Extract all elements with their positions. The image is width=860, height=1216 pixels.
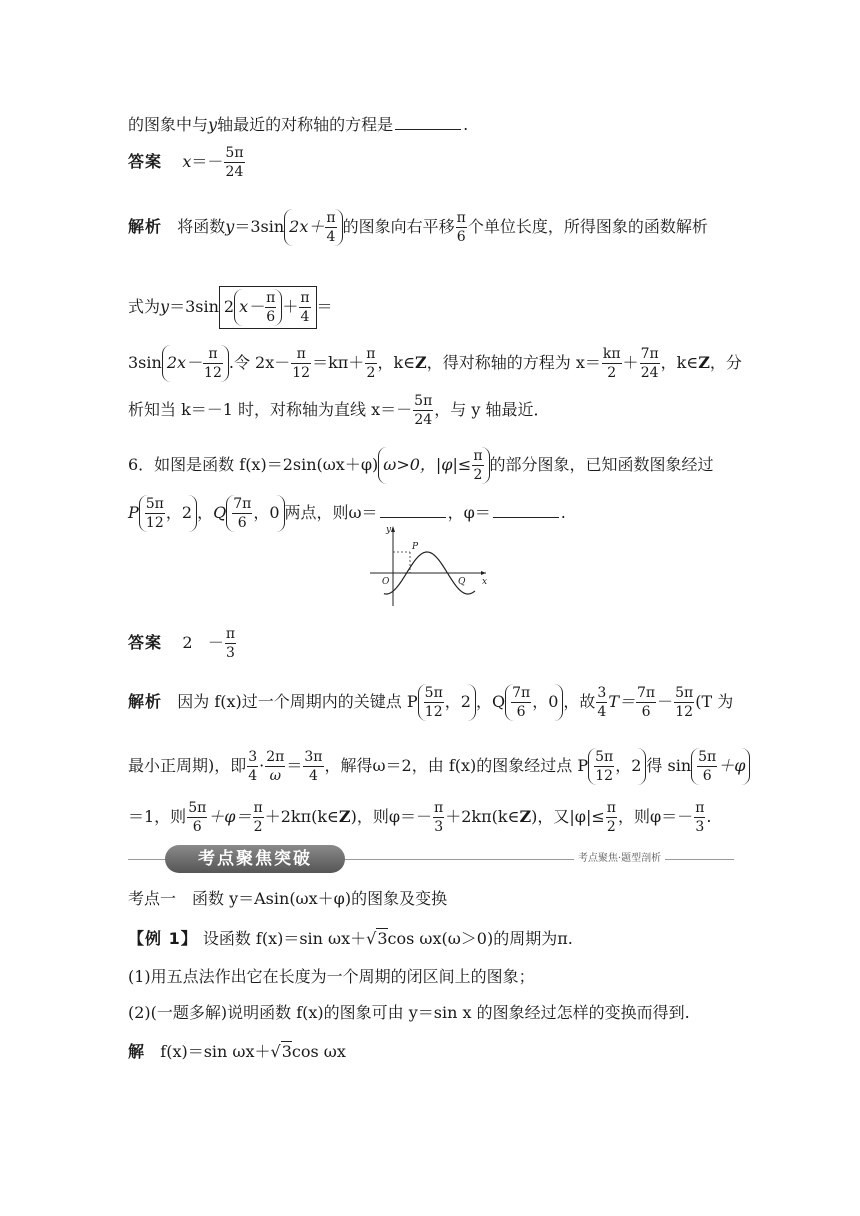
paren-group (418, 684, 476, 721)
text: ＝ (286, 756, 303, 775)
analysis-2-line-2 (128, 748, 746, 785)
text: ，0 (532, 692, 559, 711)
text: ，k∈ (377, 353, 416, 372)
denominator: 2 (253, 819, 263, 835)
text: ＋φ (718, 756, 746, 775)
text: ＋φ＝ (208, 807, 252, 826)
text: ＝3sin (169, 297, 219, 316)
fraction (640, 347, 660, 380)
text: 的图象向右平移 (342, 217, 455, 236)
bracket-group (219, 286, 317, 329)
text: T＝ (608, 692, 635, 711)
numerator: π (266, 290, 276, 306)
numerator: 7π (233, 496, 252, 512)
text: · (259, 756, 265, 775)
fraction (291, 347, 311, 380)
text: 2x＋ (289, 217, 325, 236)
analysis-2-line-3 (128, 801, 734, 834)
text: 轴最近的对称轴的方程是 (217, 115, 394, 134)
text: 的图象中与 (128, 115, 209, 134)
paren-group (284, 209, 342, 246)
denominator: 3 (434, 819, 444, 835)
text: )，又|φ|≤ (531, 807, 605, 826)
text: cos ωx (291, 1042, 346, 1061)
fraction (472, 449, 483, 482)
text: ，k∈ (660, 353, 699, 372)
text: 的部分图象，已知函数图象经过 (489, 455, 714, 474)
text: . (463, 115, 469, 134)
question-6-line-1 (128, 447, 734, 484)
numerator: 5π (595, 749, 614, 765)
denominator: 6 (192, 819, 202, 835)
text: (T 为 (695, 692, 734, 711)
text: ，Q (475, 692, 506, 711)
denominator: 3 (225, 645, 235, 661)
numerator: 5π (145, 496, 164, 512)
text: cos ωx(ω＞0)的周期为π. (387, 929, 573, 948)
numerator: π (225, 626, 236, 642)
text: ， (197, 503, 214, 522)
denominator: 12 (595, 768, 614, 784)
section-banner-subtitle: 考点聚焦·题型剖析 (574, 852, 665, 866)
text: )，则φ＝－ (350, 807, 433, 826)
numerator: 7π (640, 346, 659, 362)
numerator: π (456, 210, 466, 226)
fraction (602, 347, 622, 380)
paren-group (234, 289, 282, 326)
y-axis-label: y (386, 525, 392, 535)
text: ＋ (282, 297, 299, 316)
fraction (303, 750, 323, 783)
text: 6．如图是函数 f(x)＝2sin(ωx＋φ) (128, 455, 379, 474)
fraction (225, 627, 236, 660)
fraction (433, 801, 444, 834)
analysis-label: 解析 (128, 217, 163, 236)
numerator: π (473, 448, 483, 464)
numerator: π (606, 800, 616, 816)
text: ＝3sin (234, 217, 285, 236)
text: 2x－ (166, 353, 203, 372)
text: ，与 y 轴最近． (434, 400, 550, 419)
text: 两点，则ω＝ (284, 503, 378, 522)
section-banner: 考点聚焦突破 (165, 845, 345, 873)
text: Z (698, 353, 710, 372)
x-axis-label: x (482, 577, 488, 587)
text: ，解得ω＝2，由 f(x)的图象经过点 P (324, 756, 589, 775)
fraction (594, 750, 614, 783)
var: y (160, 297, 170, 316)
numerator: 2π (266, 749, 285, 765)
paren-group (588, 748, 646, 785)
text: ＝－ (191, 152, 224, 171)
numerator: 3π (304, 749, 323, 765)
numerator: 7π (637, 685, 656, 701)
text: f(x)＝sin ωx＋ (160, 1042, 271, 1061)
text: ＝ (316, 297, 333, 316)
analysis-1-line-2 (128, 286, 734, 329)
fraction (424, 686, 444, 719)
fraction (325, 211, 336, 244)
text: 式为 (128, 297, 161, 316)
denominator: 2 (366, 365, 376, 381)
var: P (128, 503, 139, 522)
numerator: 5π (698, 749, 717, 765)
text: √ (366, 929, 377, 948)
text: 得 sin (646, 756, 692, 775)
text: .令 2x－ (228, 353, 291, 372)
var: x (182, 152, 192, 171)
var: y (208, 115, 218, 134)
text: ＝kπ＋ (312, 353, 365, 372)
fraction (456, 211, 467, 244)
denominator: 3 (695, 819, 705, 835)
denominator: 6 (456, 229, 466, 245)
line-question-tail (128, 114, 734, 136)
fraction (299, 291, 310, 324)
y-axis-arrow (391, 526, 395, 532)
fraction (232, 497, 252, 530)
paren-group (505, 684, 563, 721)
solution-label: 解 (128, 1042, 146, 1061)
fraction (224, 146, 244, 179)
text: . (706, 807, 712, 826)
origin-label: O (382, 577, 390, 587)
point-p-label: P (412, 542, 419, 552)
fraction (253, 801, 264, 834)
numerator: π (253, 800, 263, 816)
text: ω>0，|φ|≤ (383, 455, 472, 474)
denominator: 6 (702, 768, 712, 784)
fraction (511, 686, 531, 719)
text: 3sin (128, 353, 162, 372)
paren-group (139, 495, 197, 532)
numerator: π (300, 290, 310, 306)
numerator: kπ (602, 346, 621, 362)
analysis-1-line-4 (128, 394, 734, 427)
fraction (203, 347, 223, 380)
numerator: 5π (225, 145, 244, 161)
answer-2 (128, 627, 734, 660)
text: ，则φ＝－ (617, 807, 694, 826)
text: ＋ (622, 353, 639, 372)
denominator: 12 (424, 704, 443, 720)
answer-blank (395, 115, 461, 130)
numerator: 3 (248, 749, 258, 765)
text: ，φ＝ (447, 503, 491, 522)
fraction (596, 686, 607, 719)
denominator: 2 (473, 467, 483, 483)
example-1 (128, 928, 734, 950)
text: ，得对称轴的方程为 x＝ (426, 353, 601, 372)
denominator: 24 (414, 412, 433, 428)
denominator: 2 (607, 365, 617, 381)
numerator: 5π (188, 800, 207, 816)
text: 最小正周期)，即 (128, 756, 247, 775)
fraction (636, 686, 656, 719)
analysis-1-line-3 (128, 345, 742, 382)
answer-label: 答案 (128, 633, 163, 652)
analysis-2-line-1 (128, 684, 734, 721)
denominator: 6 (266, 309, 276, 325)
text: . (560, 503, 566, 522)
numerator: π (366, 346, 376, 362)
numerator: π (203, 347, 223, 364)
text: ＋2kπ(k∈ (264, 807, 339, 826)
denominator: 12 (145, 515, 164, 531)
paren-group (378, 447, 489, 484)
text: Z (415, 353, 427, 372)
denominator: 6 (516, 704, 526, 720)
text: 3 (281, 1042, 292, 1061)
text: 设函数 f(x)＝sin ωx＋ (202, 929, 367, 948)
fraction (413, 394, 433, 427)
fraction (365, 347, 376, 380)
fraction (694, 801, 705, 834)
omega-blank (380, 503, 446, 518)
fraction (697, 750, 717, 783)
text: Z (338, 807, 351, 826)
answer-label: 答案 (128, 152, 163, 171)
numerator: π (326, 210, 336, 226)
denominator: 6 (237, 515, 247, 531)
text: － (657, 692, 674, 711)
denominator: ω (269, 768, 282, 784)
text: ，2 (615, 756, 642, 775)
denominator: 4 (597, 704, 607, 720)
numerator: π (291, 347, 311, 364)
example-label: 【例 1】 (128, 929, 198, 948)
denominator: 4 (248, 768, 258, 784)
denominator: 4 (300, 309, 310, 325)
point-q-label: Q (458, 577, 466, 587)
text: 3 (377, 929, 388, 948)
paren-group (162, 345, 229, 382)
text: 个单位长度，所得图象的函数解析 (467, 217, 708, 236)
text: ，2 (165, 503, 193, 522)
denominator: 12 (292, 365, 311, 381)
fraction (145, 497, 165, 530)
text: ，0 (253, 503, 280, 522)
numerator: 5π (675, 685, 694, 701)
numerator: 5π (414, 393, 433, 409)
text: 将函数 (177, 217, 226, 236)
denominator: 2 (606, 819, 616, 835)
sine-graph-figure (366, 520, 494, 610)
text: ＝1，则 (128, 807, 187, 826)
analysis-1-line-1 (128, 209, 734, 246)
denominator: 24 (225, 164, 244, 180)
text: 2 (182, 633, 193, 652)
x-axis-arrow (481, 571, 486, 575)
numerator: 7π (512, 685, 531, 701)
text: ，故 (563, 692, 596, 711)
numerator: π (434, 800, 444, 816)
text: Z (519, 807, 532, 826)
paren-group (691, 748, 750, 785)
fraction (606, 801, 617, 834)
text: x－ (239, 297, 265, 316)
fraction (674, 686, 694, 719)
text: ＋2kπ(k∈ (445, 807, 520, 826)
text: 因为 f(x)过一个周期内的关键点 P (177, 692, 418, 711)
text: ，2 (444, 692, 471, 711)
phi-blank (493, 503, 559, 518)
text: 析知当 k＝－1 时，对称轴为直线 x＝－ (128, 400, 413, 419)
answer-1 (128, 146, 734, 179)
solution-start (128, 1041, 734, 1063)
paren-group (226, 495, 284, 532)
text: √ (270, 1042, 281, 1061)
denominator: 12 (675, 704, 694, 720)
text: － (207, 633, 224, 652)
denominator: 4 (308, 768, 318, 784)
analysis-label: 解析 (128, 692, 163, 711)
denominator: 6 (641, 704, 651, 720)
numerator: π (695, 800, 705, 816)
fraction (187, 801, 207, 834)
denominator: 24 (640, 365, 659, 381)
numerator: 3 (597, 685, 607, 701)
text: ，分 (709, 353, 742, 372)
numerator: 5π (424, 685, 443, 701)
denominator: 4 (326, 229, 336, 245)
topic-heading: 考点一 函数 y＝Asin(ωx＋φ)的图象及变换 (128, 889, 448, 908)
denominator: 12 (204, 365, 222, 381)
var: Q (213, 503, 227, 522)
fraction (265, 750, 285, 783)
fraction (265, 291, 276, 324)
fraction (247, 750, 258, 783)
text: 2 (223, 297, 235, 316)
var: y (225, 217, 235, 236)
part-2: (2)(一题多解)说明函数 f(x)的图象可由 y＝sin x 的图象经过怎样的变换而得到. (128, 1003, 690, 1022)
part-1: (1)用五点法作出它在长度为一个周期的闭区间上的图象； (128, 967, 535, 986)
